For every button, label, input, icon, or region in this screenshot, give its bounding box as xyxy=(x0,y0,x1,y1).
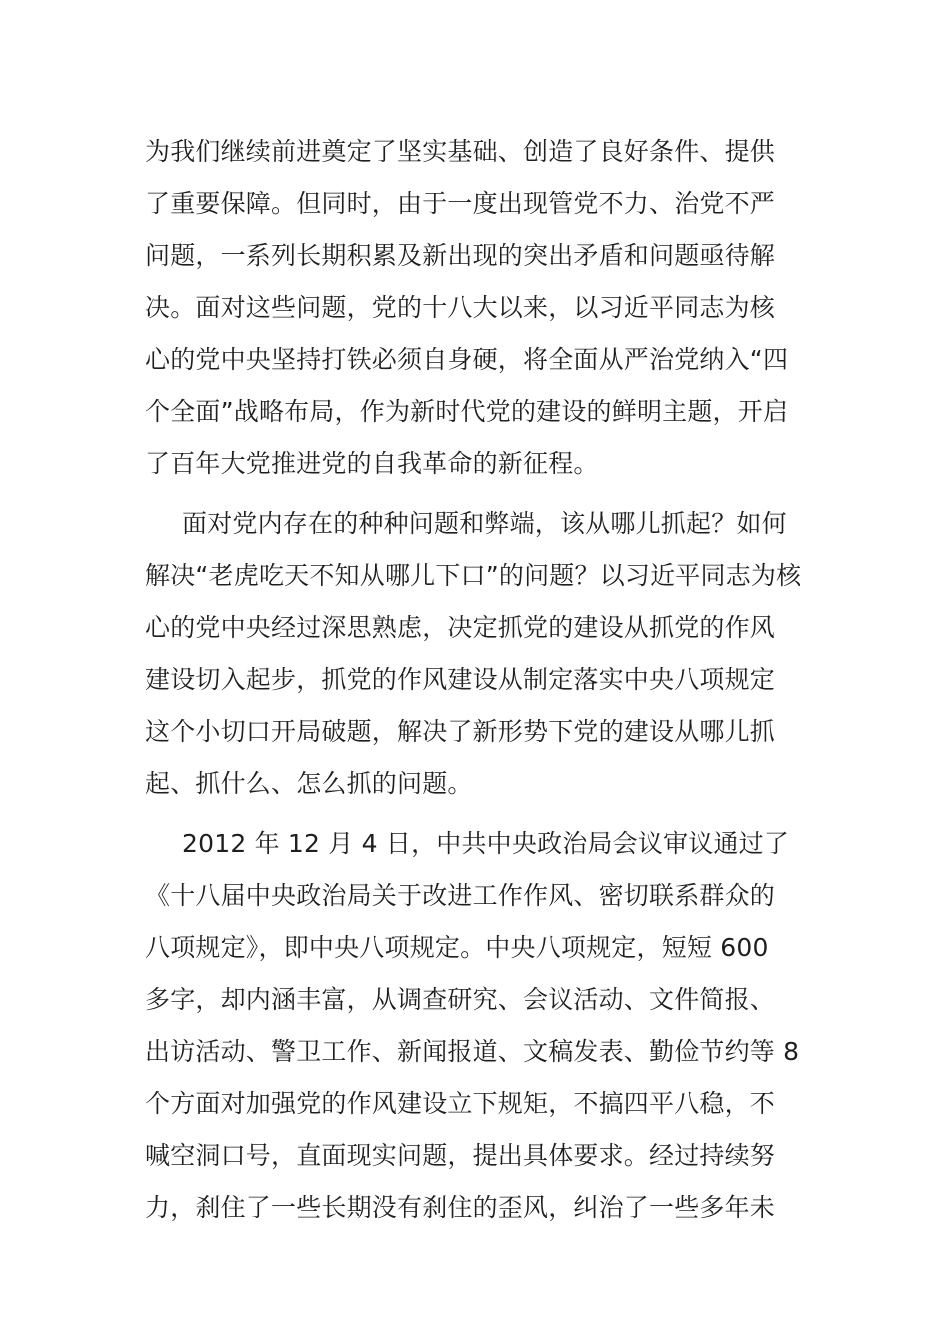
text-line: 解决“老虎吃天不知从哪儿下口”的问题？以习近平同志为核 xyxy=(145,561,802,590)
text-line: 个全面”战略布局，作为新时代党的建设的鲜明主题，开启 xyxy=(145,397,789,426)
text-line: 这个小切口开局破题，解决了新形势下党的建设从哪儿抓 xyxy=(145,717,776,746)
text-line: 心的党中央坚持打铁必须自身硬，将全面从严治党纳入“四 xyxy=(145,345,789,374)
text-line: 为我们继续前进奠定了坚实基础、创造了良好条件、提供 xyxy=(145,137,776,166)
text-line: 力，刹住了一些长期没有刹住的歪风，纠治了一些多年未 xyxy=(145,1193,776,1222)
text-line: 出访活动、警卫工作、新闻报道、文稿发表、勤俭节约等 8 xyxy=(145,1037,800,1066)
text-line-indented: 面对党内存在的种种问题和弊端，该从哪儿抓起？如何 xyxy=(182,509,787,538)
text-line: 心的党中央经过深思熟虑，决定抓党的建设从抓党的作风 xyxy=(145,613,776,642)
text-line: 个方面对加强党的作风建设立下规矩，不搞四平八稳，不 xyxy=(145,1089,776,1118)
text-line-indented: 2012 年 12 月 4 日，中共中央政治局会议审议通过了 xyxy=(182,829,790,858)
paragraph-2 xyxy=(145,498,810,810)
text-line: 多字，却内涵丰富，从调查研究、会议活动、文件简报、 xyxy=(145,985,776,1014)
text-line: 喊空洞口号，直面现实问题，提出具体要求。经过持续努 xyxy=(145,1141,776,1170)
text-line: 了重要保障。但同时，由于一度出现管党不力、治党不严 xyxy=(145,189,776,218)
document-body xyxy=(145,126,810,1234)
text-line: 建设切入起步，抓党的作风建设从制定落实中央八项规定 xyxy=(145,665,776,694)
text-line: 了百年大党推进党的自我革命的新征程。 xyxy=(145,449,599,478)
text-line: 问题，一系列长期积累及新出现的突出矛盾和问题亟待解 xyxy=(145,241,776,270)
text-line: 起、抓什么、怎么抓的问题。 xyxy=(145,769,473,798)
text-line: 《十八届中央政治局关于改进工作作风、密切联系群众的 xyxy=(145,881,776,910)
text-line: 八项规定》，即中央八项规定。中央八项规定，短短 600 xyxy=(145,933,769,962)
text-line: 决。面对这些问题，党的十八大以来，以习近平同志为核 xyxy=(145,293,776,322)
paragraph-1 xyxy=(145,126,810,490)
paragraph-3 xyxy=(145,818,810,1234)
